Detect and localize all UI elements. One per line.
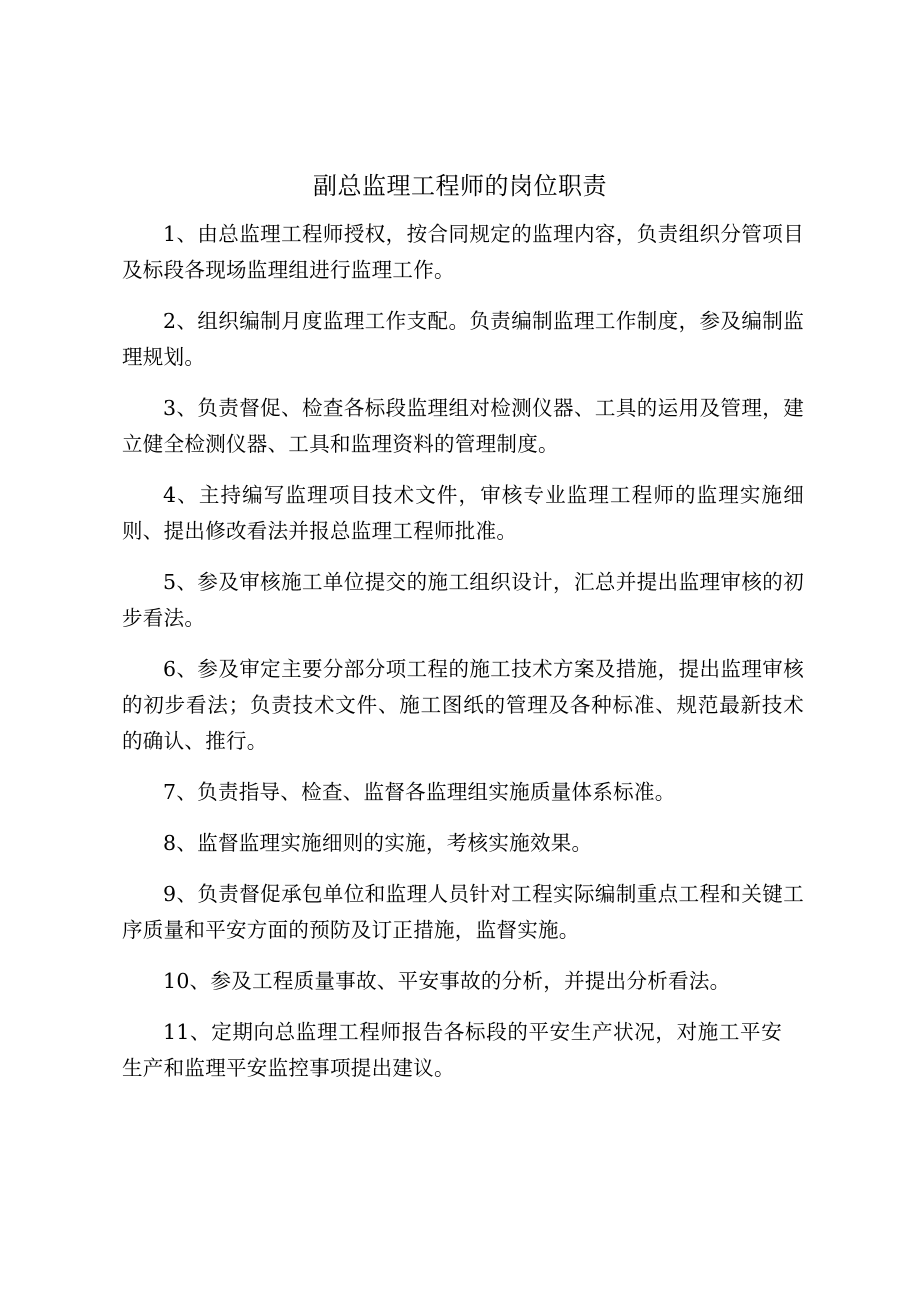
paragraph-8: 8、监督监理实施细则的实施，考核实施效果。	[163, 831, 593, 855]
paragraph-10: 10、参及工程质量事故、平安事故的分析，并提出分析看法。	[163, 969, 731, 993]
paragraph-3: 3、负责督促、检查各标段监理组对检测仪器、工具的运用及管理，建立健全检测仪器、工具和监理资料的管理制度。	[122, 396, 804, 456]
document-body	[122, 216, 804, 1101]
document-title: 副总监理工程师的岗位职责	[313, 172, 607, 200]
paragraph-2: 2、组织编制月度监理工作支配。负责编制监理工作制度，参及编制监理规划。	[122, 309, 804, 369]
paragraph-7: 7、负责指导、检查、监督各监理组实施质量体系标准。	[163, 780, 676, 804]
paragraph-6: 6、参及审定主要分部分项工程的施工技术方案及措施，提出监理审核的初步看法；负责技术文件、施工图纸的管理及各种标准、规范最新技术的确认、推行。	[122, 657, 804, 753]
paragraph-1: 1、由总监理工程师授权，按合同规定的监理内容，负责组织分管项目及标段各现场监理组进行监理工作。	[122, 222, 804, 282]
paragraph-4: 4、主持编写监理项目技术文件，审核专业监理工程师的监理实施细则、提出修改看法并报总监理工程师批准。	[122, 483, 804, 543]
paragraph-11: 11、定期向总监理工程师报告各标段的平安生产状况，对施工平安生产和监理平安监控事项提出建议。	[122, 1020, 782, 1080]
paragraph-5: 5、参及审核施工单位提交的施工组织设计，汇总并提出监理审核的初步看法。	[122, 570, 804, 630]
paragraph-9: 9、负责督促承包单位和监理人员针对工程实际编制重点工程和关键工序质量和平安方面的预防及订正措施，监督实施。	[122, 882, 804, 942]
